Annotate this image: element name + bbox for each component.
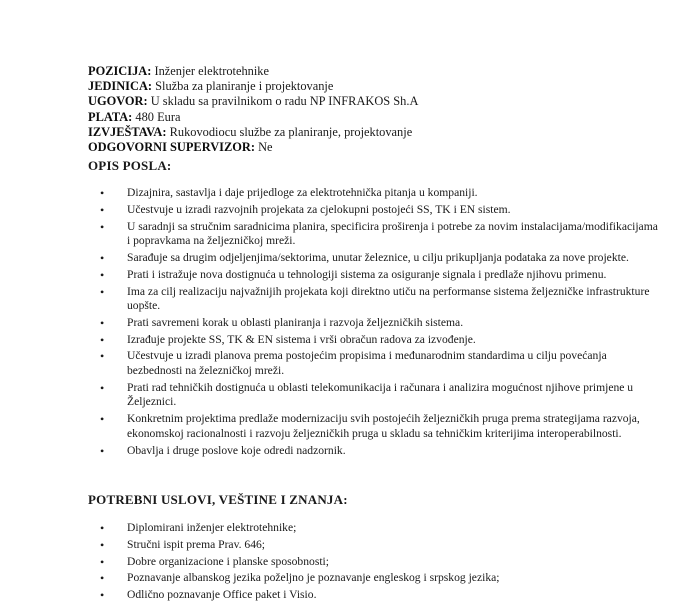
- job-description-list: [100, 186, 660, 460]
- list-item: • Obavlja i druge poslove koje odredi nadzornik.: [100, 444, 660, 459]
- contract-label: UGOVOR:: [88, 94, 148, 109]
- salary-value: 480 Eura: [135, 109, 181, 124]
- reports-label: IZVJEŠTAVA:: [88, 124, 167, 139]
- list-item: • Odlično poznavanje Office paket i Visio.: [100, 588, 660, 603]
- list-item: • Poznavanje albanskog jezika poželjno je poznavanje engleskog i srpskog jezika;: [100, 571, 660, 586]
- salary-label: PLATA:: [88, 109, 133, 124]
- unit-label: JEDINICA:: [88, 79, 153, 94]
- job-description-title: OPIS POSLA:: [88, 158, 172, 173]
- list-item: • Konkretnim projektima predlaže modernizaciju svih postojećih željezničkih pruga prema strategijama razvoja, ekonomskoj racionalnosti i razvoju željezničkih pruga u skladu sa tehničkim kriterijima interoperabilnosti.: [100, 412, 660, 441]
- list-item: • Ima za cilj realizaciju najvažnijih projekata koji direktno utiču na performanse sistema željezničke infrastrukture uopšte.: [100, 285, 660, 314]
- unit-value: Služba za planiranje i projektovanje: [155, 79, 334, 94]
- reports-line: [88, 125, 418, 140]
- list-item: • Sarađuje sa drugim odjeljenjima/sektorima, unutar železnice, u cilju prikupljanja podataka za nove projekte.: [100, 251, 660, 266]
- list-item: • U saradnji sa stručnim saradnicima planira, specificira proširenja i potrebe za novim instalacijama/modifikacijama i popravkama na željezničkoj mreži.: [100, 220, 660, 249]
- list-item: • Izrađuje projekte SS, TK & EN sistema i vrši obračun radova za izvođenje.: [100, 333, 660, 348]
- list-item: • Učestvuje u izradi razvojnih projekata za cjelokupni postojeći SS, TK i EN sistem.: [100, 203, 660, 218]
- position-value: Inženjer elektrotehnike: [154, 64, 270, 78]
- list-item: • Dobre organizacione i planske sposobnosti;: [100, 555, 660, 570]
- list-item: • Prati i istražuje nova dostignuća u tehnologiji sistema za osiguranje signala i predlaže njihovu primenu.: [100, 268, 660, 283]
- requirements-list: [100, 521, 660, 605]
- list-item: • Diplomirani inženjer elektrotehnike;: [100, 521, 660, 536]
- salary-line: [88, 110, 418, 125]
- contract-value: U skladu sa pravilnikom o radu NP INFRAKOS Sh.A: [150, 94, 419, 109]
- supervisor-label: ODGOVORNI SUPERVIZOR:: [88, 140, 255, 155]
- requirements-title: POTREBNI USLOVI, VEŠTINE I ZNANJA:: [88, 492, 348, 507]
- supervisor-line: [88, 140, 418, 155]
- contract-line: [88, 94, 418, 109]
- list-item: • Dizajnira, sastavlja i daje prijedloge za elektrotehnička pitanja u kompaniji.: [100, 186, 660, 201]
- position-line: [88, 64, 418, 79]
- list-item: • Stručni ispit prema Prav. 646;: [100, 538, 660, 553]
- list-item: • Učestvuje u izradi planova prema postojećim propisima i međunarodnim standardima u cilju povećanja bezbednosti na železničkoj mreži.: [100, 349, 660, 378]
- job-header: [88, 64, 418, 155]
- list-item: • Prati rad tehničkih dostignuća u oblasti telekomunikacija i računara i analizira mogućnost njihove primjene u Željeznici.: [100, 381, 660, 410]
- supervisor-value: Ne: [258, 140, 273, 155]
- position-label: POZICIJA:: [88, 64, 152, 78]
- reports-value: Rukovodiocu službe za planiranje, projektovanje: [169, 124, 413, 139]
- list-item: • Prati savremeni korak u oblasti planiranja i razvoja željezničkih sistema.: [100, 316, 660, 331]
- unit-line: [88, 79, 418, 94]
